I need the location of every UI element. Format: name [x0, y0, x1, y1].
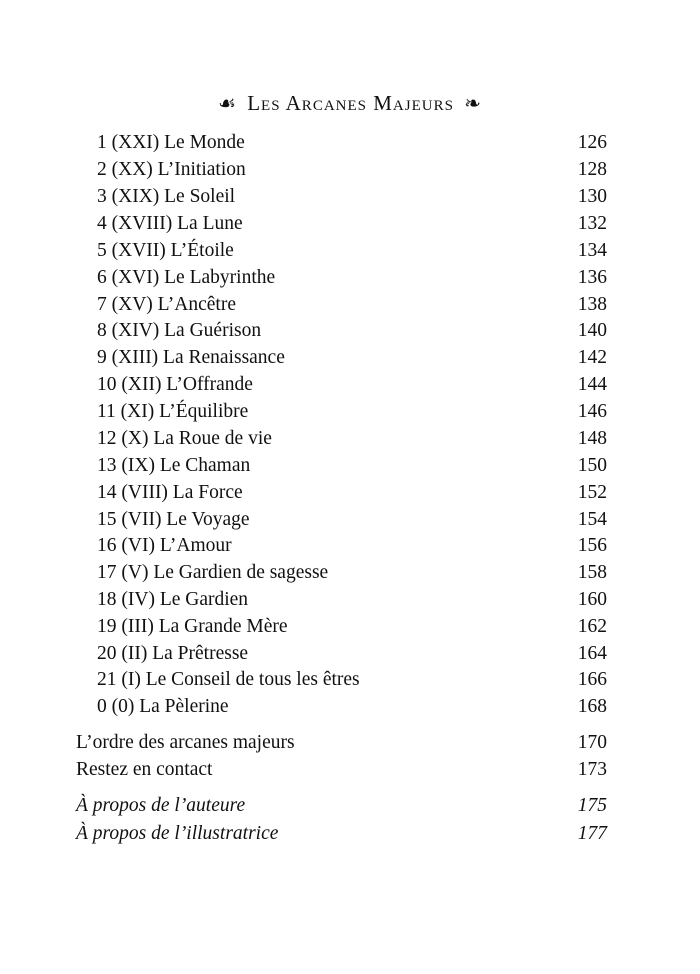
- toc-entry-label: 4 (XVIII) La Lune: [97, 213, 243, 234]
- toc-entry-page: 136: [577, 267, 607, 288]
- toc-entry[interactable]: [97, 344, 607, 371]
- toc-entry-label: 16 (VI) L’Amour: [97, 535, 232, 556]
- toc-entry[interactable]: [97, 371, 607, 398]
- toc-entry-page: 144: [577, 374, 607, 395]
- toc-entry[interactable]: [97, 613, 607, 640]
- toc-entry-page: 152: [577, 482, 607, 503]
- toc-entry-page: 138: [577, 294, 607, 315]
- toc-entry-page: 128: [577, 159, 607, 180]
- toc-entry-page: 162: [577, 616, 607, 637]
- toc-entry-page: 150: [577, 455, 607, 476]
- toc-entry-page: 142: [577, 347, 607, 368]
- toc-entry-page: 134: [577, 240, 607, 261]
- ornament-left-icon: ☙: [218, 93, 237, 115]
- toc-entry-back-matter[interactable]: [76, 729, 607, 756]
- toc-entry[interactable]: [97, 532, 607, 559]
- toc-entry[interactable]: [97, 317, 607, 344]
- toc-entry-label: 9 (XIII) La Renaissance: [97, 347, 285, 368]
- toc-entry[interactable]: [97, 586, 607, 613]
- toc-entry-label: 11 (XI) L’Équilibre: [97, 401, 249, 422]
- section-heading: [0, 88, 700, 119]
- toc-entry-label: 12 (X) La Roue de vie: [97, 428, 272, 449]
- toc-entry-label: 21 (I) Le Conseil de tous les êtres: [97, 669, 360, 690]
- toc-entry-label: Restez en contact: [76, 759, 213, 780]
- toc-entry-page: 130: [577, 186, 607, 207]
- toc-entry-page: 166: [577, 669, 607, 690]
- toc-entry[interactable]: [97, 425, 607, 452]
- ornament-right-icon: ❧: [464, 93, 482, 115]
- toc-entry-label: 13 (IX) Le Chaman: [97, 455, 251, 476]
- toc-entry[interactable]: [97, 452, 607, 479]
- toc-entry-label: L’ordre des arcanes majeurs: [76, 732, 295, 753]
- toc-entry-label: 8 (XIV) La Guérison: [97, 320, 262, 341]
- toc-entry-label: 17 (V) Le Gardien de sagesse: [97, 562, 329, 583]
- toc-entry-about-author[interactable]: [76, 792, 607, 819]
- toc-entry-page: 146: [577, 401, 607, 422]
- toc-entry-page: 173: [577, 759, 607, 780]
- toc-entry-page: 164: [577, 643, 607, 664]
- toc-entry-page: 160: [577, 589, 607, 610]
- toc-entry-page: 132: [577, 213, 607, 234]
- toc-entry-page: 175: [577, 795, 607, 816]
- toc-entry-page: 148: [577, 428, 607, 449]
- toc-entry-label: 1 (XXI) Le Monde: [97, 132, 245, 153]
- toc-entry[interactable]: [97, 291, 607, 318]
- toc-entry[interactable]: [97, 666, 607, 693]
- toc-entry-back-matter[interactable]: [76, 756, 607, 783]
- toc-entry[interactable]: [97, 640, 607, 667]
- toc-entry-label: 0 (0) La Pèlerine: [97, 696, 229, 717]
- toc-entry-label: 14 (VIII) La Force: [97, 482, 243, 503]
- toc-entry[interactable]: [97, 559, 607, 586]
- toc-entry[interactable]: [97, 129, 607, 156]
- toc-entry[interactable]: [97, 264, 607, 291]
- toc-entry-label: À propos de l’auteure: [76, 795, 246, 816]
- toc-entry-label: À propos de l’illustratrice: [76, 823, 279, 844]
- toc-entry-label: 7 (XV) L’Ancêtre: [97, 294, 236, 315]
- toc-entry-page: 177: [577, 823, 607, 844]
- toc-entry[interactable]: [97, 183, 607, 210]
- toc-entry[interactable]: [97, 506, 607, 533]
- section-title: Les Arcanes Majeurs: [247, 91, 454, 115]
- toc-entry-label: 3 (XIX) Le Soleil: [97, 186, 236, 207]
- toc-entry-label: 6 (XVI) Le Labyrinthe: [97, 267, 276, 288]
- toc-entry-label: 15 (VII) Le Voyage: [97, 509, 250, 530]
- toc-entry[interactable]: [97, 693, 607, 720]
- toc-entry-label: 2 (XX) L’Initiation: [97, 159, 246, 180]
- toc-entry-page: 158: [577, 562, 607, 583]
- toc-entry-page: 170: [577, 732, 607, 753]
- toc-entry-page: 156: [577, 535, 607, 556]
- toc-entry-label: 19 (III) La Grande Mère: [97, 616, 288, 637]
- toc-entry-page: 126: [577, 132, 607, 153]
- toc-entry[interactable]: [97, 237, 607, 264]
- toc-entry-page: 140: [577, 320, 607, 341]
- toc-entry[interactable]: [97, 479, 607, 506]
- toc-entry[interactable]: [97, 156, 607, 183]
- toc-entry-label: 10 (XII) L’Offrande: [97, 374, 253, 395]
- toc-entry[interactable]: [97, 398, 607, 425]
- toc-entry-page: 154: [577, 509, 607, 530]
- toc-entry-about-illustrator[interactable]: [76, 820, 607, 847]
- toc-entry-page: 168: [577, 696, 607, 717]
- toc-entry-label: 20 (II) La Prêtresse: [97, 643, 249, 664]
- toc-entry[interactable]: [97, 210, 607, 237]
- toc-entry-label: 5 (XVII) L’Étoile: [97, 240, 234, 261]
- toc-entry-label: 18 (IV) Le Gardien: [97, 589, 249, 610]
